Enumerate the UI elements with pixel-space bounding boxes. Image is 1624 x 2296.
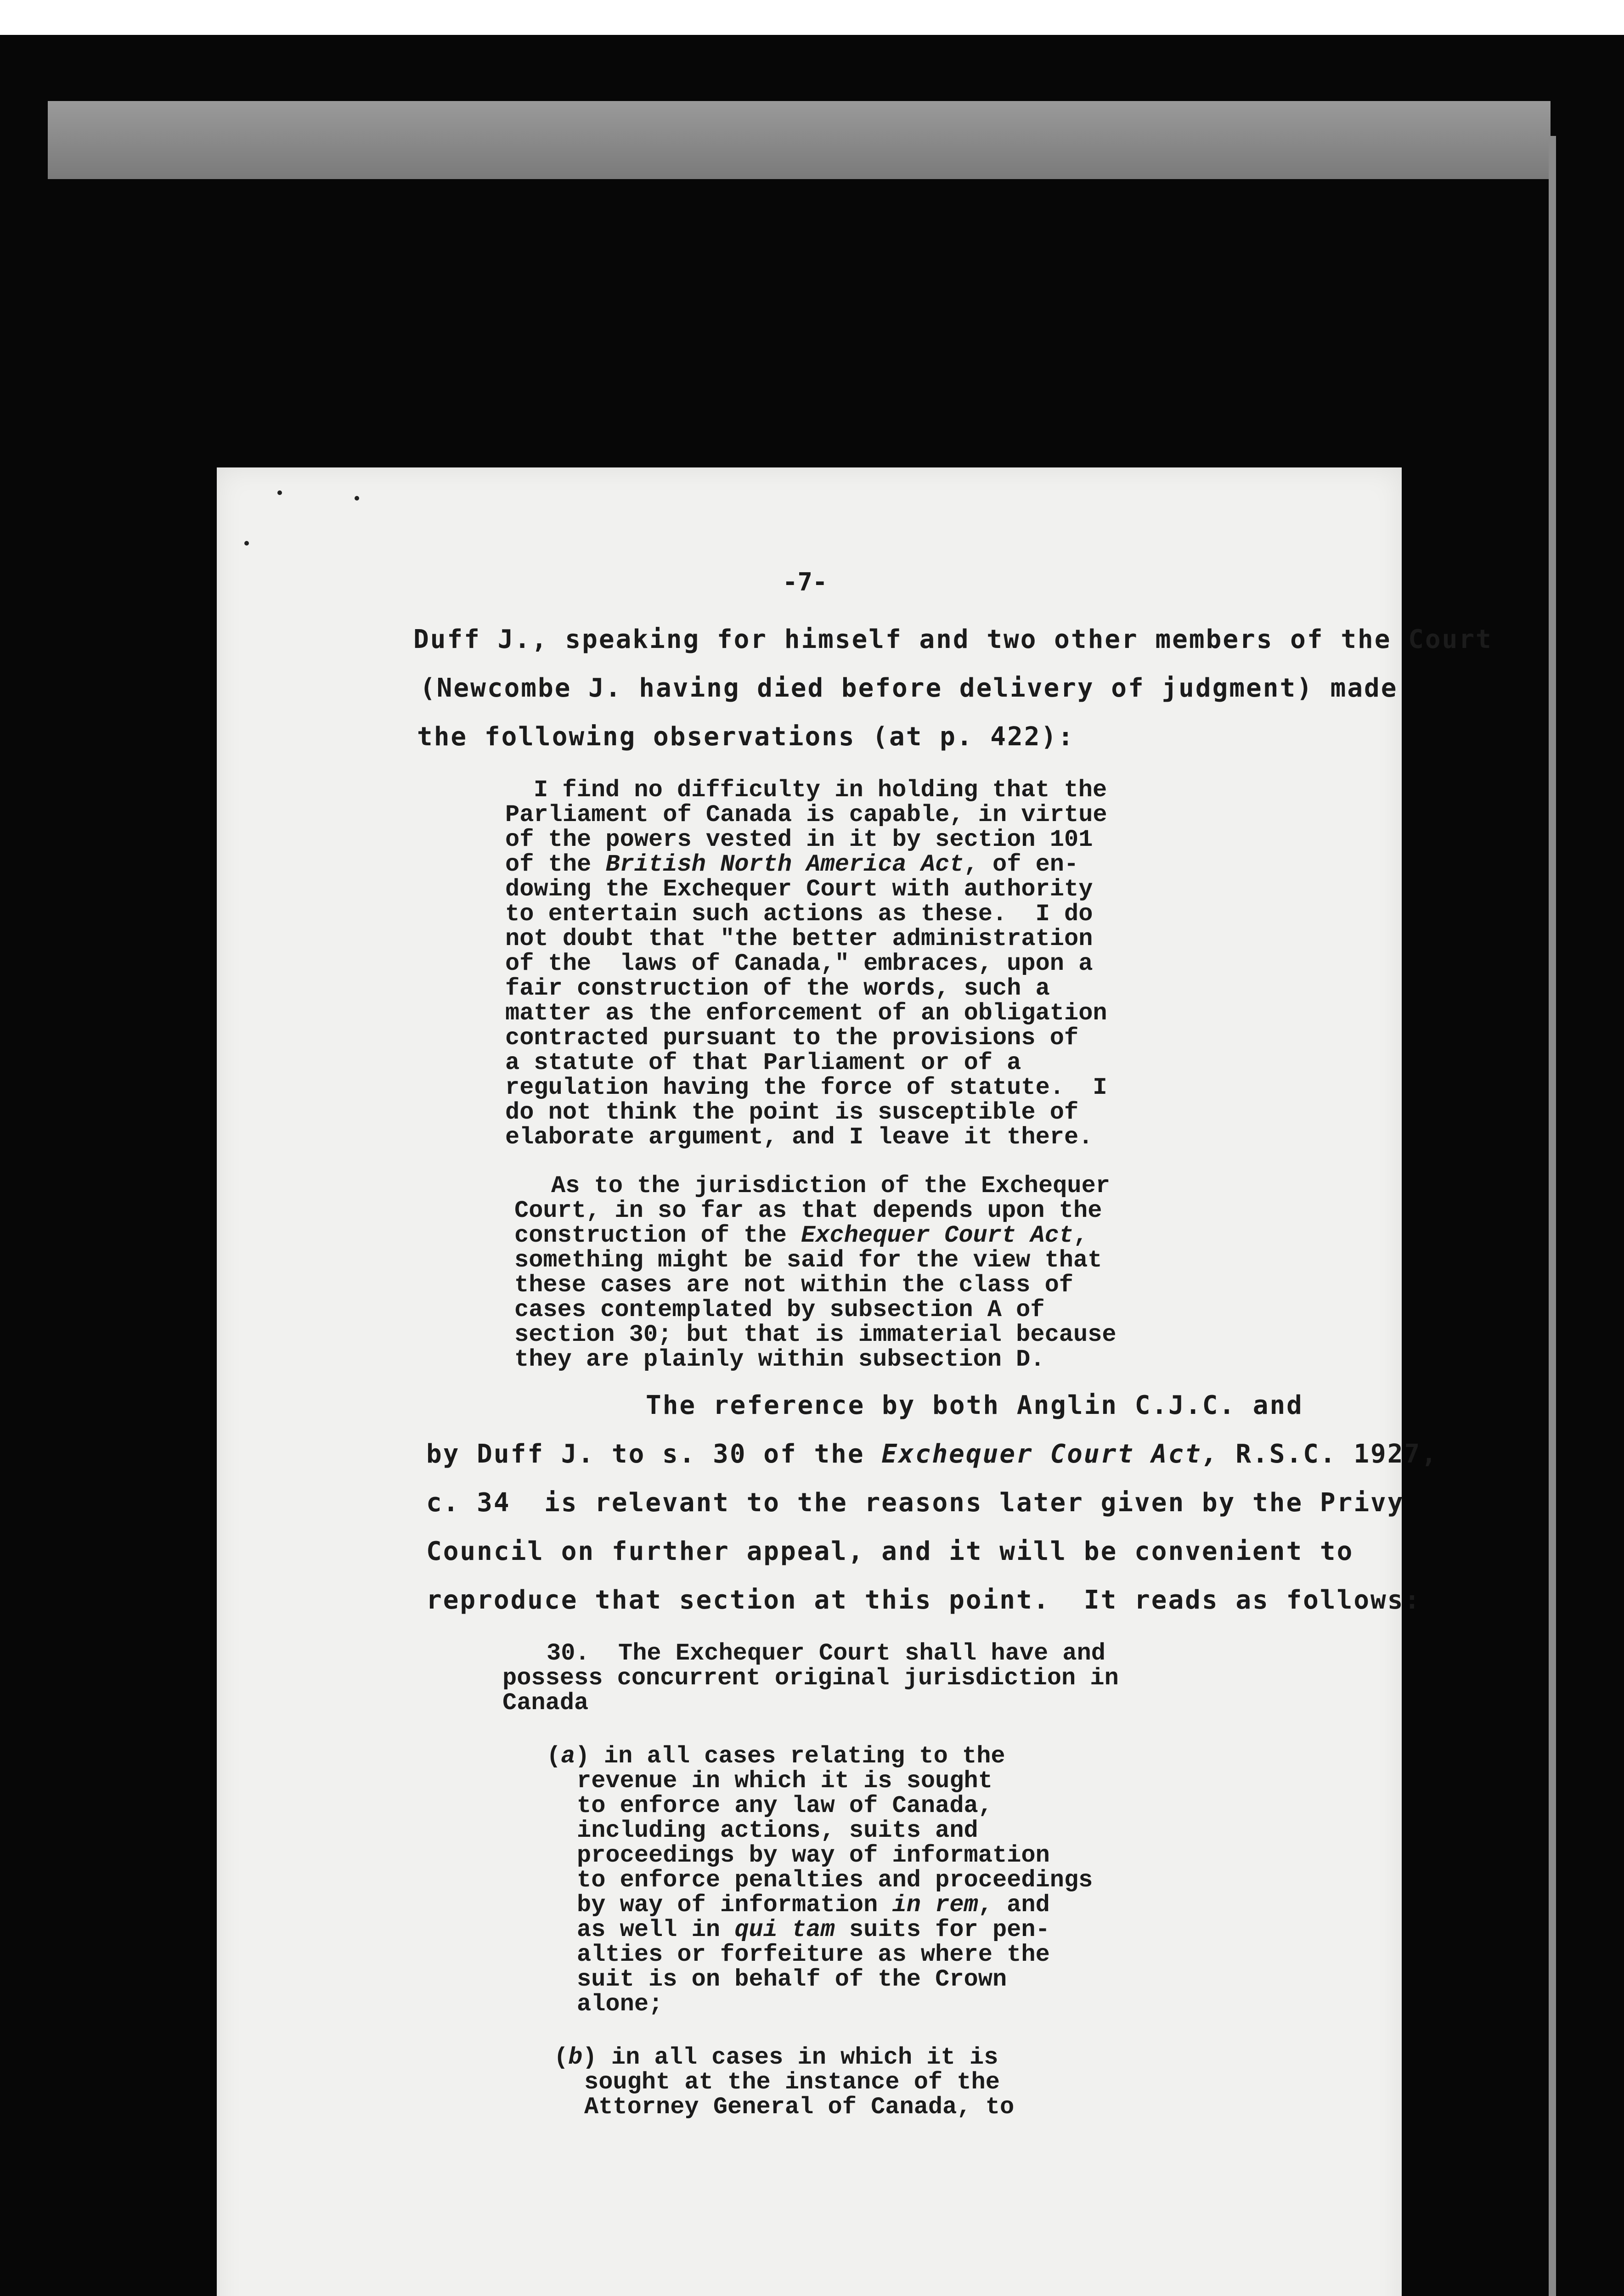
quote1-line: contracted pursuant to the provisions of xyxy=(505,1024,1079,1052)
intro-line-1: Duff J., speaking for himself and two other members of the Court xyxy=(413,625,1493,654)
quote1-line: dowing the Exchequer Court with authority xyxy=(505,876,1093,903)
para2-line: reproduce that section at this point. It reads as follows: xyxy=(426,1585,1421,1615)
item-a-line: to enforce penalties and proceedings xyxy=(577,1867,1093,1894)
quote1-line: fair construction of the words, such a xyxy=(505,975,1050,1002)
document-page xyxy=(217,467,1493,2296)
item-a-line: suit is on behalf of the Crown xyxy=(577,1966,1007,1993)
para2-line: by Duff J. to s. 30 of the Exchequer Court Act, R.S.C. 1927, xyxy=(426,1439,1438,1469)
quote1-line: do not think the point is susceptible of xyxy=(505,1099,1079,1126)
item-a-line: including actions, suits and xyxy=(577,1817,978,1844)
para2-line: c. 34 is relevant to the reasons later given by the Privy xyxy=(426,1488,1404,1518)
speck xyxy=(244,541,249,546)
film-edge-right xyxy=(1549,136,1556,2296)
item-b-line: (b) in all cases in which it is xyxy=(554,2044,998,2071)
speck xyxy=(355,496,359,501)
quote1-line: a statute of that Parliament or of a xyxy=(505,1049,1021,1076)
para2-line: Council on further appeal, and it will be convenient to xyxy=(426,1536,1354,1566)
quote1-line: of the powers vested in it by section 101 xyxy=(505,826,1093,853)
quote2-line: cases contemplated by subsection A of xyxy=(514,1296,1045,1323)
item-a-line: alone; xyxy=(577,1991,663,2018)
quote1-line: matter as the enforcement of an obligation xyxy=(505,1000,1107,1027)
quote1-line: Parliament of Canada is capable, in virtue xyxy=(505,801,1107,828)
quote1-line: elaborate argument, and I leave it there. xyxy=(505,1124,1093,1151)
quote2-line: construction of the Exchequer Court Act, xyxy=(514,1222,1088,1249)
page-number: -7- xyxy=(783,568,828,597)
intro-line-2: (Newcombe J. having died before delivery of judgment) made xyxy=(420,673,1398,703)
para2-line: The reference by both Anglin C.J.C. and xyxy=(646,1390,1303,1420)
item-a-line: alties or forfeiture as where the xyxy=(577,1941,1050,1968)
quote2-line: they are plainly within subsection D. xyxy=(514,1346,1045,1373)
section30-line: possess concurrent original jurisdiction in xyxy=(502,1665,1119,1692)
item-b-line: Attorney General of Canada, to xyxy=(584,2093,1015,2121)
quote2-line: these cases are not within the class of xyxy=(514,1272,1073,1299)
section30-line: 30. The Exchequer Court shall have and xyxy=(547,1640,1105,1667)
item-b-line: sought at the instance of the xyxy=(584,2069,1000,2096)
quote1-line: regulation having the force of statute. I xyxy=(505,1074,1107,1101)
item-a-line: revenue in which it is sought xyxy=(577,1767,992,1795)
quote2-line: something might be said for the view that xyxy=(514,1247,1102,1274)
quote2-line: Court, in so far as that depends upon the xyxy=(514,1197,1102,1224)
quote1-line: of the British North America Act, of en- xyxy=(505,851,1079,878)
quote2-line: section 30; but that is immaterial because xyxy=(514,1321,1116,1348)
intro-line-3: the following observations (at p. 422): xyxy=(417,722,1075,752)
item-a-line: to enforce any law of Canada, xyxy=(577,1792,992,1819)
section30-line: Canada xyxy=(502,1689,589,1716)
item-a-line: (a) in all cases relating to the xyxy=(547,1743,1005,1770)
speck xyxy=(277,490,282,495)
film-edge-top xyxy=(48,101,1551,179)
item-a-line: as well in qui tam suits for pen- xyxy=(577,1916,1050,1943)
quote1-line: not doubt that "the better administration xyxy=(505,925,1093,952)
item-a-line: proceedings by way of information xyxy=(577,1842,1050,1869)
quote1-line: to entertain such actions as these. I do xyxy=(505,900,1093,928)
item-a-line: by way of information in rem, and xyxy=(577,1891,1050,1919)
quote1-line: of the laws of Canada," embraces, upon a xyxy=(505,950,1093,977)
quote2-line: As to the jurisdiction of the Exchequer xyxy=(551,1172,1110,1199)
quote1-line: I find no difficulty in holding that the xyxy=(534,777,1107,804)
